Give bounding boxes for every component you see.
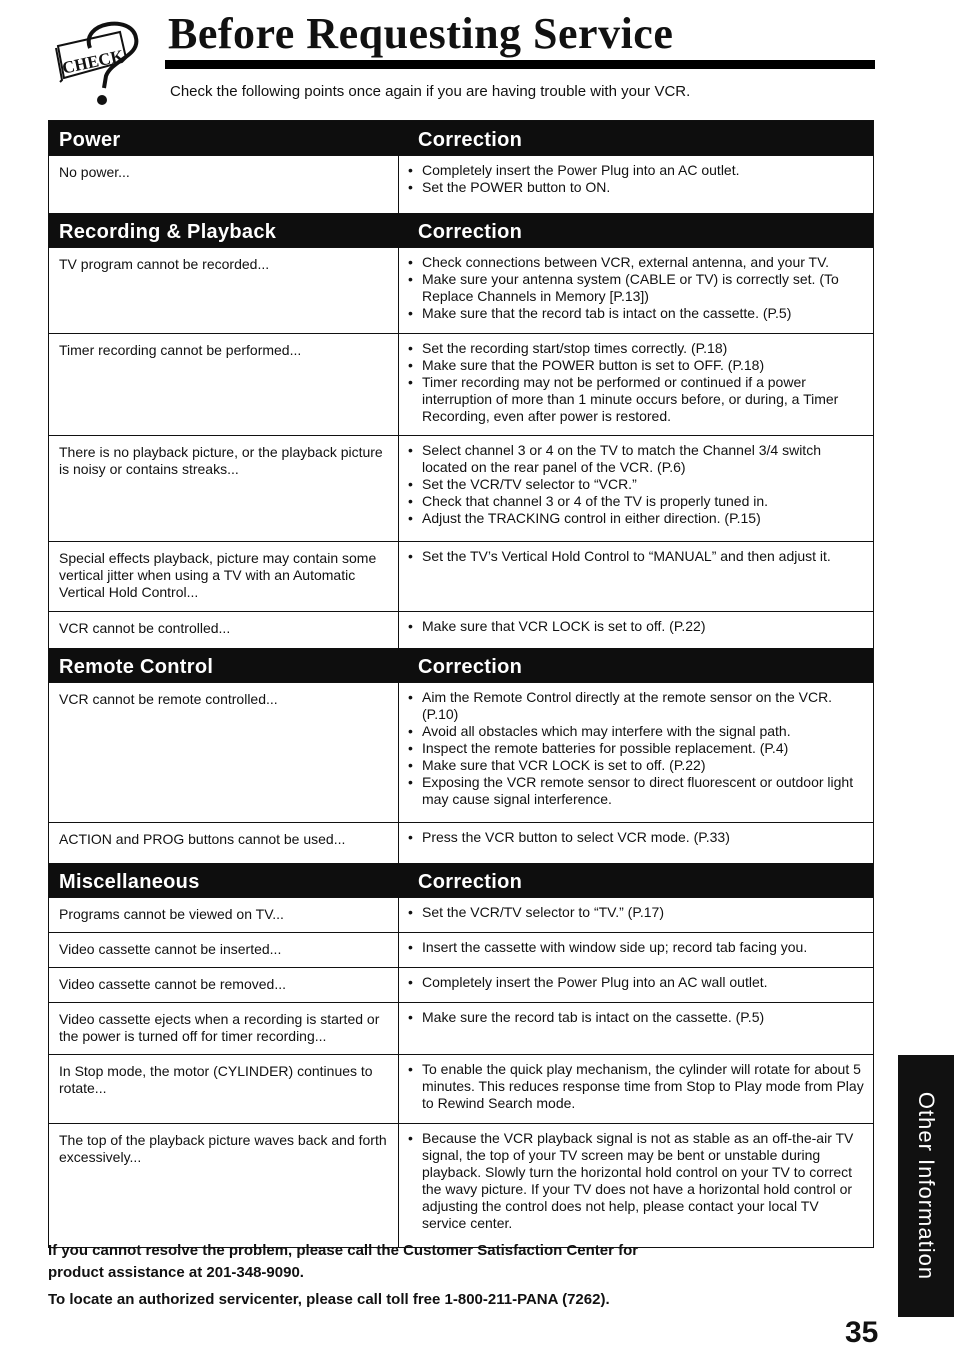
correction-list (405, 1009, 865, 1026)
table-row (49, 541, 873, 611)
table-row (49, 1123, 873, 1247)
table-row (49, 682, 873, 822)
correction-item: • Make sure your antenna system (CABLE or TV) is correctly set. (To Replace Channels in Memory [P.13]) (405, 271, 865, 305)
table-row (49, 1002, 873, 1054)
correction-cell (398, 334, 873, 435)
table-row (49, 247, 873, 333)
page-subtitle: Check the following points once again if you are having trouble with your VCR. (170, 83, 691, 100)
page-number: 35 (845, 1316, 879, 1349)
table-row (49, 897, 873, 932)
table-row (49, 333, 873, 435)
correction-list (405, 340, 865, 425)
correction-list (405, 829, 865, 846)
problem-text: Video cassette ejects when a recording is started or the power is turned off for timer recording... (59, 1011, 380, 1044)
correction-cell (398, 612, 873, 648)
logo-text: CHECK (60, 46, 126, 78)
correction-item: • Because the VCR playback signal is not as stable as an off-the-air TV signal, the top of your TV screen may be bent or unstable during playback. Slowly turn the horizontal hold control on your TV to correct the wavy picture. If your TV does not have a horizontal hold control or adjusting the control does not help, please contact your local TV service center. (405, 1130, 865, 1232)
correction-heading: Correction (418, 129, 523, 151)
problem-text: Video cassette cannot be removed... (59, 976, 286, 992)
correction-list (405, 618, 865, 635)
correction-item: • Exposing the VCR remote sensor to direct fluorescent or outdoor light may cause signal interference. (405, 774, 865, 808)
correction-list (405, 1061, 865, 1112)
correction-cell (398, 1124, 873, 1247)
problem-text: Video cassette cannot be inserted... (59, 941, 282, 957)
table-row (49, 932, 873, 967)
side-tab (898, 1055, 954, 1317)
correction-list (405, 939, 865, 956)
correction-item: • Completely insert the Power Plug into an AC outlet. (405, 162, 865, 179)
correction-cell (398, 823, 873, 863)
correction-list (405, 548, 865, 565)
problem-text: The top of the playback picture waves back and forth excessively... (59, 1132, 387, 1165)
correction-cell (398, 436, 873, 541)
problem-text: Special effects playback, picture may contain some vertical jitter when using a TV with an Automatic Vertical Hold Control... (59, 550, 377, 600)
correction-list (405, 689, 865, 808)
correction-item: • Set the recording start/stop times correctly. (P.18) (405, 340, 865, 357)
correction-cell (398, 1003, 873, 1054)
correction-list (405, 904, 865, 921)
problem-text: In Stop mode, the motor (CYLINDER) continues to rotate... (59, 1063, 373, 1096)
problem-text: VCR cannot be controlled... (59, 620, 231, 636)
section-title: Miscellaneous (59, 871, 200, 893)
section-header (49, 213, 873, 247)
correction-item: • To enable the quick play mechanism, the cylinder will rotate for about 5 minutes. This reduces response time from Stop to Play mode from Play to Rewind Search mode. (405, 1061, 865, 1112)
section-header (49, 863, 873, 897)
section-header (49, 648, 873, 682)
correction-item: • Aim the Remote Control directly at the remote sensor on the VCR. (P.10) (405, 689, 865, 723)
footer-line-1: If you cannot resolve the problem, please call the Customer Satisfaction Center for (48, 1242, 639, 1259)
correction-item: • Adjust the TRACKING control in either direction. (P.15) (405, 510, 865, 527)
correction-heading: Correction (418, 871, 523, 893)
correction-item: • Inspect the remote batteries for possible replacement. (P.4) (405, 740, 865, 757)
problem-text: There is no playback picture, or the playback picture is noisy or contains streaks... (59, 444, 383, 477)
problem-text: Timer recording cannot be performed... (59, 342, 302, 358)
correction-list (405, 442, 865, 527)
table-row (49, 435, 873, 541)
footer (48, 1240, 638, 1311)
correction-item: • Set the VCR/TV selector to “VCR.” (405, 476, 865, 493)
section-title: Remote Control (59, 656, 214, 678)
table-row (49, 611, 873, 648)
correction-cell (398, 898, 873, 932)
section-header (49, 121, 873, 155)
table-row (49, 967, 873, 1002)
troubleshooting-table (48, 120, 874, 1248)
correction-item: • Set the POWER button to ON. (405, 179, 865, 196)
correction-item: • Timer recording may not be performed or continued if a power interruption of more than 1 minute occurs before, or during, a Timer Recording, even after power is restored. (405, 374, 865, 425)
correction-item: • Check connections between VCR, external antenna, and your TV. (405, 254, 865, 271)
problem-text: TV program cannot be recorded... (59, 256, 270, 272)
correction-item: • Make sure that VCR LOCK is set to off. (P.22) (405, 618, 865, 635)
table-row (49, 822, 873, 863)
correction-heading: Correction (418, 656, 523, 678)
correction-cell (398, 248, 873, 333)
correction-cell (398, 683, 873, 822)
correction-item: • Set the VCR/TV selector to “TV.” (P.17) (405, 904, 865, 921)
table-row (49, 155, 873, 213)
correction-item: • Make sure the record tab is intact on the cassette. (P.5) (405, 1009, 865, 1026)
correction-cell (398, 156, 873, 213)
correction-cell (398, 1055, 873, 1123)
correction-item: • Make sure that the POWER button is set to OFF. (P.18) (405, 357, 865, 374)
correction-item: • Press the VCR button to select VCR mode. (P.33) (405, 829, 865, 846)
footer-line-2: product assistance at 201-348-9090. (48, 1264, 304, 1281)
correction-item: • Make sure that VCR LOCK is set to off. (P.22) (405, 757, 865, 774)
correction-item: • Select channel 3 or 4 on the TV to match the Channel 3/4 switch located on the rear panel of the VCR. (P.6) (405, 442, 865, 476)
correction-list (405, 1130, 865, 1232)
check-logo-icon (50, 18, 150, 108)
correction-list (405, 162, 865, 196)
section-title: Power (59, 129, 121, 151)
correction-item: • Make sure that the record tab is intact on the cassette. (P.5) (405, 305, 865, 322)
section-title: Recording & Playback (59, 221, 277, 243)
correction-list (405, 254, 865, 322)
correction-cell (398, 933, 873, 967)
correction-cell (398, 968, 873, 1002)
problem-text: No power... (59, 164, 130, 180)
correction-item: • Avoid all obstacles which may interfere with the signal path. (405, 723, 865, 740)
problem-text: ACTION and PROG buttons cannot be used... (59, 831, 346, 847)
title-rule (165, 60, 875, 69)
table-row (49, 1054, 873, 1123)
footer-line-3: To locate an authorized servicenter, please call toll free 1-800-211-PANA (7262). (48, 1291, 610, 1308)
correction-item: • Check that channel 3 or 4 of the TV is properly tuned in. (405, 493, 865, 510)
correction-heading: Correction (418, 221, 523, 243)
page-title: Before Requesting Service (168, 9, 674, 58)
problem-text: VCR cannot be remote controlled... (59, 691, 278, 707)
problem-text: Programs cannot be viewed on TV... (59, 906, 284, 922)
correction-item: • Insert the cassette with window side up; record tab facing you. (405, 939, 865, 956)
side-tab-label: Other Information (914, 1091, 939, 1281)
correction-item: • Completely insert the Power Plug into an AC wall outlet. (405, 974, 865, 991)
correction-item: • Set the TV’s Vertical Hold Control to “MANUAL” and then adjust it. (405, 548, 865, 565)
correction-list (405, 974, 865, 991)
correction-cell (398, 542, 873, 611)
